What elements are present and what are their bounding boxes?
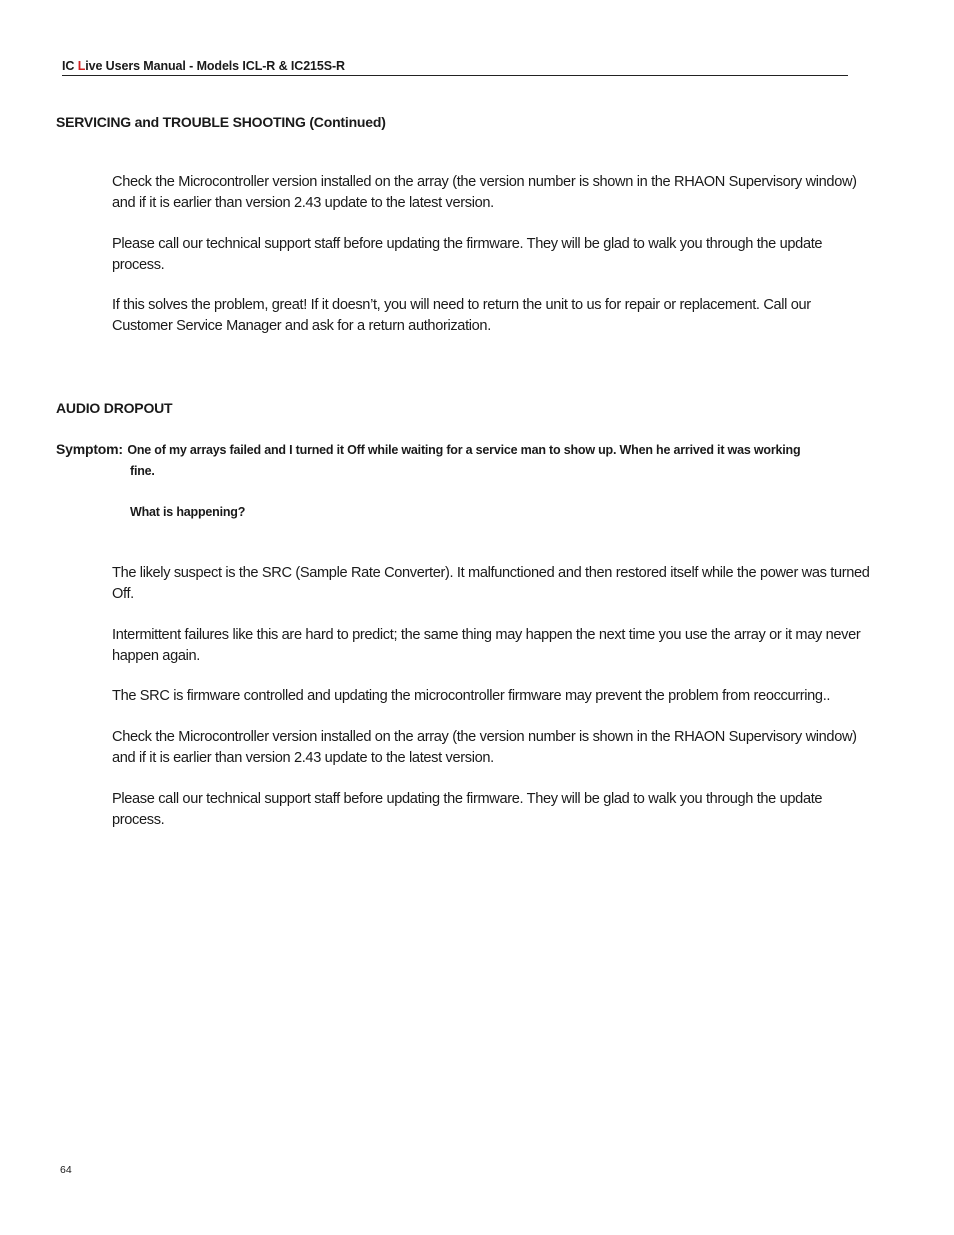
header-accent-letter: L (77, 59, 86, 73)
symptom-text-continued: fine. (130, 464, 155, 478)
symptom-statement (56, 440, 856, 461)
paragraph-likely-suspect: The likely suspect is the SRC (Sample Rate Converter). It malfunctioned and then restored itself while the power was turned Off. (112, 565, 870, 602)
paragraph-call-support: Please call our technical support staff before updating the firmware. They will be glad to walk you through the update process. (112, 236, 823, 273)
paragraph-src-firmware: The SRC is firmware controlled and updating the microcontroller firmware may prevent the problem from reoccurring.. (112, 688, 831, 704)
section-heading-audio-dropout: AUDIO DROPOUT (56, 400, 173, 416)
paragraph-check-version: Check the Microcontroller version installed on the array (the version number is shown in the RHAON Supervisory window) and if it is earlier than version 2.43 update to the latest version. (112, 174, 857, 211)
header-prefix: IC (62, 59, 78, 73)
symptom-text: One of my arrays failed and I turned it Off while waiting for a service man to show up. When he arrived it was working (127, 443, 801, 457)
running-header (62, 57, 848, 76)
header-title: ive Users Manual - Models ICL-R & IC215S-R (85, 59, 345, 73)
page-number: 64 (60, 1164, 72, 1176)
paragraph-intermittent-failures: Intermittent failures like this are hard to predict; the same thing may happen the next time you use the array or it may never happen again. (112, 627, 861, 664)
symptom-question: What is happening? (130, 505, 246, 519)
paragraph-return-unit: If this solves the problem, great! If it doesn’t, you will need to return the unit to us for repair or replacement. Call our Customer Service Manager and ask for a return authorization. (112, 297, 811, 334)
section-heading-servicing: SERVICING and TROUBLE SHOOTING (Continued) (56, 114, 386, 130)
symptom-label: Symptom: (56, 441, 123, 457)
paragraph-check-version-2: Check the Microcontroller version installed on the array (the version number is shown in the RHAON Supervisory window) and if it is earlier than version 2.43 update to the latest version. (112, 729, 857, 766)
paragraph-call-support-2: Please call our technical support staff before updating the firmware. They will be glad to walk you through the update process. (112, 791, 823, 828)
